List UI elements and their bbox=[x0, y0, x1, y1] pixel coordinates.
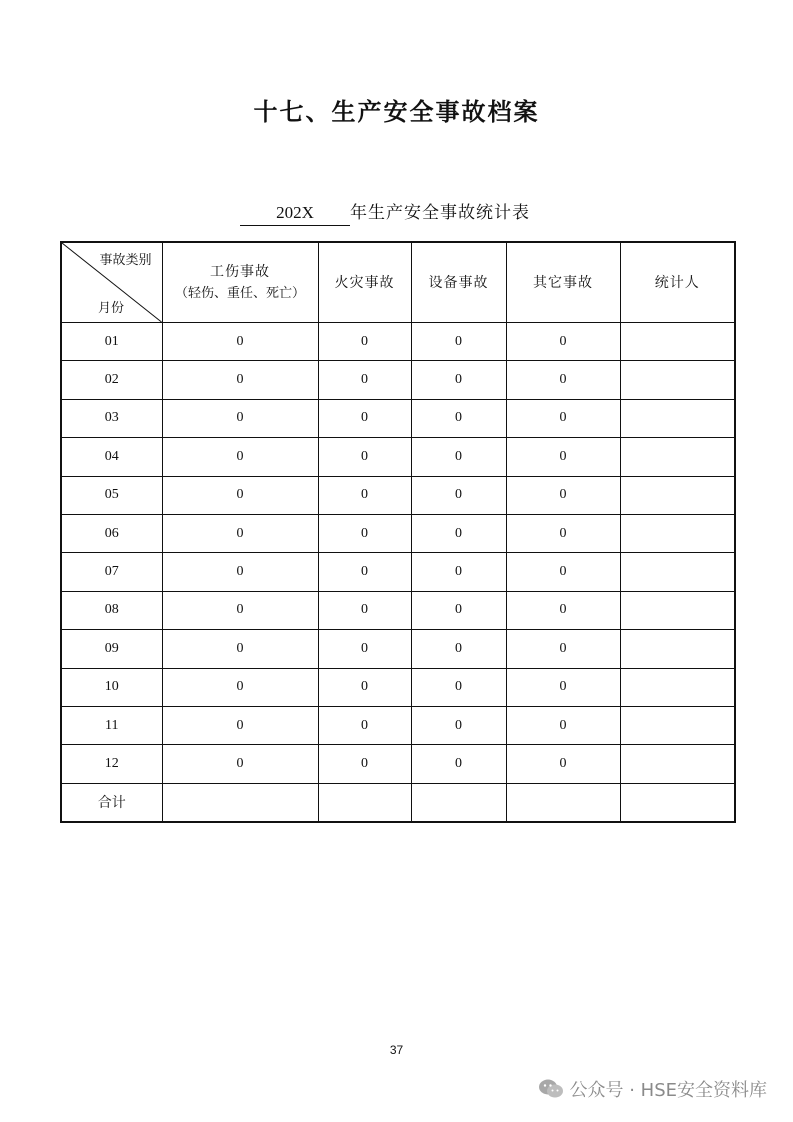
injury-cell: 0 bbox=[162, 399, 318, 437]
recorder-cell[interactable] bbox=[620, 630, 735, 668]
total-row bbox=[61, 783, 735, 822]
table-row bbox=[61, 668, 735, 706]
recorder-cell[interactable] bbox=[620, 514, 735, 552]
injury-cell: 0 bbox=[162, 706, 318, 744]
other-cell: 0 bbox=[506, 630, 620, 668]
diagonal-header-cell bbox=[61, 242, 162, 323]
header-fire-label: 火灾事故 bbox=[334, 274, 395, 291]
header-recorder bbox=[620, 242, 735, 323]
recorder-cell[interactable] bbox=[620, 476, 735, 514]
header-injury-line1: 工伤事故 bbox=[210, 263, 270, 280]
month-cell: 02 bbox=[61, 361, 162, 399]
recorder-cell[interactable] bbox=[620, 438, 735, 476]
month-cell: 10 bbox=[61, 668, 162, 706]
injury-cell: 0 bbox=[162, 553, 318, 591]
table-row bbox=[61, 706, 735, 744]
recorder-cell[interactable] bbox=[620, 745, 735, 783]
header-row bbox=[61, 242, 735, 323]
header-other bbox=[506, 242, 620, 323]
table-row bbox=[61, 745, 735, 783]
other-cell: 0 bbox=[506, 323, 620, 361]
header-fire bbox=[318, 242, 411, 323]
equipment-cell: 0 bbox=[411, 399, 506, 437]
equipment-cell: 0 bbox=[411, 514, 506, 552]
watermark-text: 公众号 · HSE安全资料库 bbox=[569, 1080, 767, 1101]
other-cell: 0 bbox=[506, 553, 620, 591]
equipment-cell: 0 bbox=[411, 553, 506, 591]
total-fire-cell[interactable] bbox=[318, 783, 411, 822]
recorder-cell[interactable] bbox=[620, 591, 735, 629]
recorder-cell[interactable] bbox=[620, 323, 735, 361]
recorder-cell[interactable] bbox=[620, 399, 735, 437]
total-injury-cell[interactable] bbox=[162, 783, 318, 822]
equipment-cell: 0 bbox=[411, 323, 506, 361]
other-cell: 0 bbox=[506, 668, 620, 706]
injury-cell: 0 bbox=[162, 476, 318, 514]
injury-cell: 0 bbox=[162, 514, 318, 552]
other-cell: 0 bbox=[506, 745, 620, 783]
other-cell: 0 bbox=[506, 476, 620, 514]
equipment-cell: 0 bbox=[411, 476, 506, 514]
injury-cell: 0 bbox=[162, 323, 318, 361]
injury-cell: 0 bbox=[162, 438, 318, 476]
table-row bbox=[61, 553, 735, 591]
equipment-cell: 0 bbox=[411, 745, 506, 783]
fire-cell: 0 bbox=[318, 745, 411, 783]
header-equipment bbox=[411, 242, 506, 323]
other-cell: 0 bbox=[506, 438, 620, 476]
equipment-cell: 0 bbox=[411, 591, 506, 629]
header-category-label: 事故类别 bbox=[99, 253, 152, 268]
table-row bbox=[61, 361, 735, 399]
total-equipment-cell[interactable] bbox=[411, 783, 506, 822]
page-title: 十七、生产安全事故档案 bbox=[253, 97, 540, 126]
other-cell: 0 bbox=[506, 591, 620, 629]
table-row bbox=[61, 399, 735, 437]
page-number: 37 bbox=[389, 1043, 404, 1057]
header-injury bbox=[162, 242, 318, 323]
table-row bbox=[61, 630, 735, 668]
table-row bbox=[61, 323, 735, 361]
table-row bbox=[61, 438, 735, 476]
injury-cell: 0 bbox=[162, 630, 318, 668]
month-cell: 05 bbox=[61, 476, 162, 514]
fire-cell: 0 bbox=[318, 591, 411, 629]
recorder-cell[interactable] bbox=[620, 553, 735, 591]
month-cell: 06 bbox=[61, 514, 162, 552]
accident-statistics-table bbox=[60, 241, 736, 823]
fire-cell: 0 bbox=[318, 514, 411, 552]
header-month-label: 月份 bbox=[98, 301, 125, 316]
month-cell: 12 bbox=[61, 745, 162, 783]
header-injury-line2: （轻伤、重任、死亡） bbox=[174, 285, 305, 301]
table-row bbox=[61, 514, 735, 552]
equipment-cell: 0 bbox=[411, 630, 506, 668]
equipment-cell: 0 bbox=[411, 361, 506, 399]
month-cell: 09 bbox=[61, 630, 162, 668]
month-cell: 04 bbox=[61, 438, 162, 476]
equipment-cell: 0 bbox=[411, 438, 506, 476]
month-cell: 08 bbox=[61, 591, 162, 629]
other-cell: 0 bbox=[506, 514, 620, 552]
fire-cell: 0 bbox=[318, 361, 411, 399]
fire-cell: 0 bbox=[318, 476, 411, 514]
month-cell: 01 bbox=[61, 323, 162, 361]
subtitle-text: 年生产安全事故统计表 bbox=[350, 203, 530, 223]
fire-cell: 0 bbox=[318, 630, 411, 668]
header-other-label: 其它事故 bbox=[533, 274, 593, 291]
injury-cell: 0 bbox=[162, 745, 318, 783]
equipment-cell: 0 bbox=[411, 706, 506, 744]
injury-cell: 0 bbox=[162, 591, 318, 629]
other-cell: 0 bbox=[506, 399, 620, 437]
table-row bbox=[61, 591, 735, 629]
wechat-icon bbox=[538, 1078, 564, 1100]
header-equipment-label: 设备事故 bbox=[428, 274, 489, 291]
injury-cell: 0 bbox=[162, 668, 318, 706]
watermark bbox=[538, 1076, 768, 1102]
injury-cell: 0 bbox=[162, 361, 318, 399]
fire-cell: 0 bbox=[318, 438, 411, 476]
month-cell: 03 bbox=[61, 399, 162, 437]
fire-cell: 0 bbox=[318, 553, 411, 591]
header-recorder-label: 统计人 bbox=[654, 274, 700, 291]
month-cell: 07 bbox=[61, 553, 162, 591]
table-row bbox=[61, 476, 735, 514]
table-subtitle bbox=[240, 198, 530, 226]
fire-cell: 0 bbox=[318, 399, 411, 437]
recorder-cell[interactable] bbox=[620, 361, 735, 399]
total-recorder-cell[interactable] bbox=[620, 783, 735, 822]
total-other-cell[interactable] bbox=[506, 783, 620, 822]
other-cell: 0 bbox=[506, 706, 620, 744]
fire-cell: 0 bbox=[318, 323, 411, 361]
fire-cell: 0 bbox=[318, 706, 411, 744]
month-cell: 11 bbox=[61, 706, 162, 744]
recorder-cell[interactable] bbox=[620, 668, 735, 706]
other-cell: 0 bbox=[506, 361, 620, 399]
total-label: 合计 bbox=[61, 783, 162, 822]
fire-cell: 0 bbox=[318, 668, 411, 706]
recorder-cell[interactable] bbox=[620, 706, 735, 744]
year-field: 202X bbox=[240, 203, 350, 226]
equipment-cell: 0 bbox=[411, 668, 506, 706]
